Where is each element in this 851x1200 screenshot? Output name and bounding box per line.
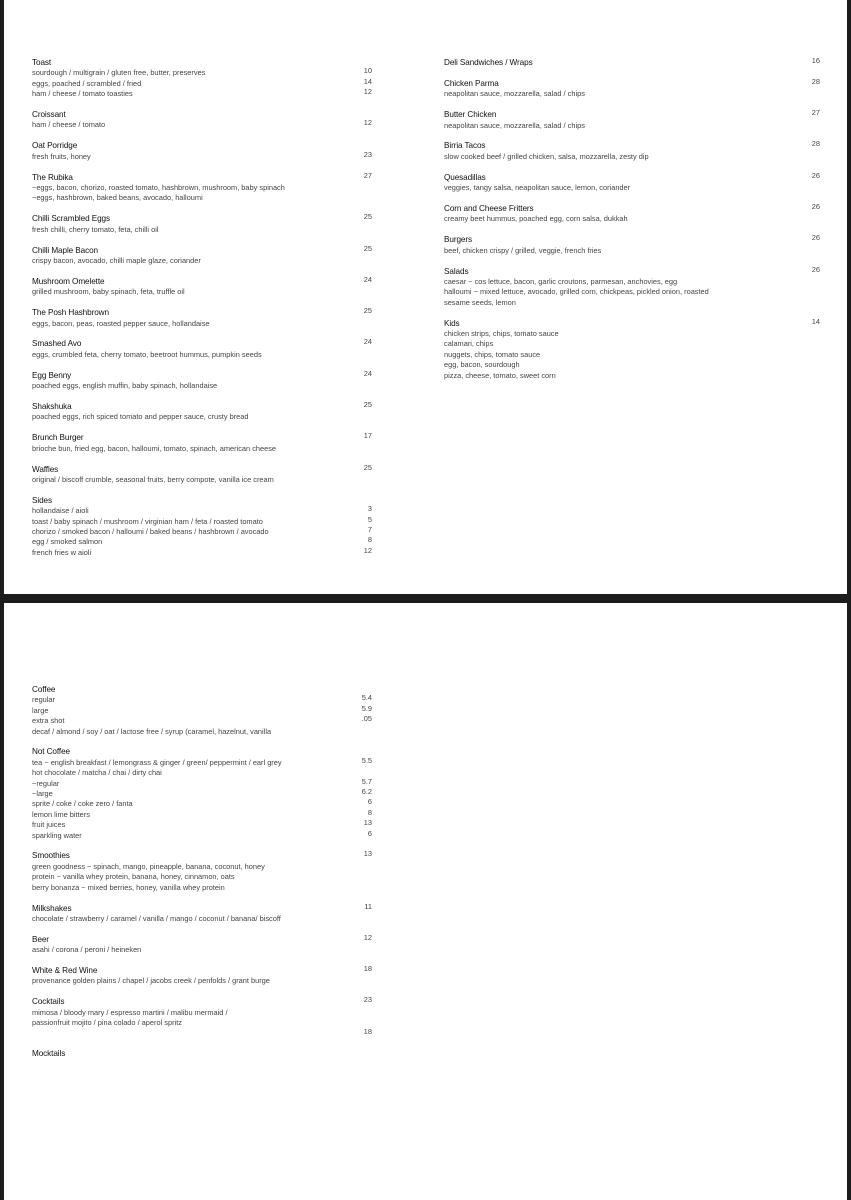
- section-header: [444, 233, 820, 243]
- line-price: 6: [367, 828, 372, 838]
- section-title: Smashed Avo: [32, 339, 82, 349]
- menu-line: [32, 150, 372, 160]
- section-price: 25: [363, 212, 372, 222]
- menu-section-birria-tacos: [444, 139, 820, 160]
- menu-section-white-red-wine: [32, 964, 372, 985]
- section-title: Milkshakes: [32, 903, 72, 913]
- menu-line: [32, 118, 372, 128]
- line-description: toast / baby spinach / mushroom / virginian ham / feta / roasted tomato: [32, 516, 263, 526]
- menu-line: [444, 327, 820, 337]
- section-title: The Posh Hashbrown: [32, 308, 109, 318]
- section-header: [32, 849, 372, 859]
- line-description: lemon lime bitters: [32, 809, 90, 819]
- line-description: provenance golden plains / chapel / jacobs creek / penfolds / grant burge: [32, 976, 270, 986]
- section-header: [444, 317, 820, 327]
- menu-section-mocktails: [32, 1047, 372, 1057]
- line-description: berry bonanza ~ mixed berries, honey, vanilla whey protein: [32, 882, 225, 892]
- section-price: 14: [811, 316, 820, 326]
- menu-section-egg-benny: [32, 369, 372, 390]
- food-column-left: [32, 56, 372, 556]
- section-title: Toast: [32, 58, 52, 67]
- section-title: Kids: [444, 318, 460, 328]
- line-price: 18: [363, 1026, 372, 1036]
- menu-section-not-coffee: [32, 745, 372, 839]
- menu-line: [32, 714, 372, 724]
- menu-line: [444, 358, 820, 368]
- menu-line: [32, 808, 372, 818]
- menu-section-smoothies: [32, 849, 372, 891]
- menu-line: [444, 337, 820, 347]
- section-title: Corn and Cheese Fritters: [444, 204, 534, 214]
- line-description: ham / cheese / tomato: [32, 120, 106, 130]
- section-header: [444, 265, 820, 275]
- menu-section-chilli-maple-bacon: [32, 244, 372, 265]
- line-description: poached eggs, english muffin, baby spinach, hollandaise: [32, 381, 218, 391]
- menu-section-waffles: [32, 463, 372, 484]
- section-title: Mushroom Omelette: [32, 276, 105, 286]
- section-price: 17: [363, 431, 372, 441]
- section-price: 27: [811, 108, 820, 118]
- menu-line: [32, 66, 372, 76]
- section-title: Beer: [32, 934, 49, 944]
- line-price: 5: [367, 514, 372, 524]
- line-price: 13: [363, 818, 372, 828]
- drinks-column: [32, 683, 372, 1058]
- menu-line: [32, 829, 372, 839]
- menu-line: [32, 756, 372, 766]
- menu-line: [32, 410, 372, 420]
- menu-section-quesadillas: [444, 171, 820, 192]
- menu-line: [444, 150, 820, 160]
- section-title: Sides: [32, 495, 52, 505]
- line-description: hot chocolate / matcha / chai / dirty chai: [32, 768, 162, 778]
- section-header: [32, 431, 372, 441]
- section-title: Deli Sandwiches / Wraps: [444, 58, 533, 67]
- line-description: fresh chilli, cherry tomato, feta, chilli oil: [32, 224, 159, 234]
- line-description: eggs, crumbled feta, cherry tomato, beetroot hummus, pumpkin seeds: [32, 349, 262, 359]
- section-header: [32, 56, 372, 66]
- menu-line: [444, 119, 820, 129]
- section-title: Waffles: [32, 464, 59, 474]
- line-description: pizza, cheese, tomato, sweet corn: [444, 370, 556, 380]
- section-header: [32, 171, 372, 181]
- line-price: 5.5: [361, 755, 372, 765]
- section-header: [32, 400, 372, 410]
- line-description: egg, bacon, sourdough: [444, 360, 520, 370]
- section-price: 24: [363, 337, 372, 347]
- line-description: grilled mushroom, baby spinach, feta, truffle oil: [32, 287, 185, 297]
- section-title: Chilli Scrambled Eggs: [32, 214, 110, 224]
- menu-line: [32, 1016, 372, 1026]
- food-column-right: [444, 56, 820, 379]
- line-description: sesame seeds, lemon: [444, 297, 516, 307]
- section-header: [32, 369, 372, 379]
- section-title: Shakshuka: [32, 401, 72, 411]
- section-price: 11: [364, 901, 372, 911]
- line-description: slow cooked beef / grilled chicken, salsa, mozzarella, zesty dip: [444, 151, 649, 161]
- line-description: halloumi ~ mixed lettuce, avocado, grilled corn, chickpeas, pickled onion, roasted: [444, 287, 709, 297]
- menu-line: [32, 870, 372, 880]
- menu-section-toast: [32, 56, 372, 98]
- menu-line: [32, 860, 372, 870]
- section-header: [444, 202, 820, 212]
- menu-line: [32, 87, 372, 97]
- section-title: White & Red Wine: [32, 966, 98, 976]
- line-description: ~eggs, hashbrown, baked beans, avocado, halloumi: [32, 193, 203, 203]
- section-header: [32, 275, 372, 285]
- menu-section-oat-porridge: [32, 139, 372, 160]
- section-price: 26: [811, 202, 820, 212]
- line-description: chocolate / strawberry / caramel / vanilla / mango / coconut / banana/ biscoff: [32, 913, 281, 923]
- section-price: 23: [363, 995, 372, 1005]
- menu-line: [32, 881, 372, 891]
- menu-page-drinks: [4, 603, 847, 1200]
- line-description: sparkling water: [32, 830, 82, 840]
- menu-section-croissant: [32, 108, 372, 129]
- line-price: 12: [363, 87, 372, 97]
- line-price: 5.9: [361, 703, 372, 713]
- section-title: Brunch Burger: [32, 433, 84, 443]
- line-price: 8: [367, 535, 372, 545]
- section-header: [32, 212, 372, 222]
- section-price: 25: [363, 243, 372, 253]
- menu-section-chicken-parma: [444, 77, 820, 98]
- section-title: Butter Chicken: [444, 110, 497, 120]
- line-price: 6.2: [361, 787, 372, 797]
- line-description: ~regular: [32, 778, 60, 788]
- line-description: large: [32, 705, 49, 715]
- section-header: [32, 494, 372, 504]
- line-description: beef, chicken crispy / grilled, veggie, french fries: [444, 245, 602, 255]
- menu-line: [444, 212, 820, 222]
- line-description: nuggets, chips, tomato sauce: [444, 349, 541, 359]
- menu-line: [32, 943, 372, 953]
- menu-section-milkshakes: [32, 902, 372, 923]
- menu-line: [32, 348, 372, 358]
- menu-section-sides: [32, 494, 372, 556]
- line-description: eggs, poached / scrambled / fried: [32, 78, 142, 88]
- line-description: fresh fruits, honey: [32, 151, 91, 161]
- section-header: [32, 902, 372, 912]
- menu-line: [32, 766, 372, 776]
- line-description: french fries w aioli: [32, 547, 92, 557]
- menu-section-coffee: [32, 683, 372, 735]
- line-description: extra shot: [32, 716, 65, 726]
- menu-line: [32, 442, 372, 452]
- section-title: Croissant: [32, 110, 66, 120]
- section-price: 12: [363, 932, 372, 942]
- menu-line: [444, 181, 820, 191]
- menu-line: [444, 348, 820, 358]
- menu-section-deli-sandwiches-wraps: [444, 56, 820, 66]
- line-description: regular: [32, 695, 56, 705]
- section-header: [32, 244, 372, 254]
- line-description: fruit juices: [32, 820, 66, 830]
- menu-line: [32, 525, 372, 535]
- menu-line: [32, 285, 372, 295]
- line-description: decaf / almond / soy / oat / lactose free / syrup (caramel, hazelnut, vanilla: [32, 726, 272, 736]
- line-description: eggs, bacon, peas, roasted pepper sauce, hollandaise: [32, 318, 210, 328]
- menu-line: [32, 504, 372, 514]
- section-title: Mocktails: [32, 1049, 66, 1059]
- menu-line: [32, 473, 372, 483]
- section-title: Burgers: [444, 235, 472, 245]
- section-title: Smoothies: [32, 851, 70, 861]
- menu-line: [32, 191, 372, 201]
- section-title: Not Coffee: [32, 747, 70, 757]
- line-price: 23: [363, 149, 372, 159]
- menu-section-corn-and-cheese-fritters: [444, 202, 820, 223]
- line-description: poached eggs, rich spiced tomato and pepper sauce, crusty bread: [32, 412, 249, 422]
- line-description: passionfruit mojito / pina colado / aperol spritz: [32, 1018, 182, 1028]
- menu-line: [32, 535, 372, 545]
- section-title: Oat Porridge: [32, 141, 78, 151]
- line-price: 5.7: [361, 776, 372, 786]
- section-header: [32, 1047, 372, 1057]
- menu-section-chilli-scrambled-eggs: [32, 212, 372, 233]
- menu-line: [32, 797, 372, 807]
- menu-line: [32, 974, 372, 984]
- line-price: 5.4: [361, 693, 372, 703]
- section-title: Egg Benny: [32, 370, 72, 380]
- menu-line: [32, 777, 372, 787]
- menu-section-burgers: [444, 233, 820, 254]
- menu-line: [32, 77, 372, 87]
- menu-section-salads: [444, 265, 820, 307]
- line-description: calamari, chips: [444, 339, 494, 349]
- menu-line: [32, 704, 372, 714]
- line-description: sprite / coke / coke zero / fanta: [32, 799, 133, 809]
- menu-line: [32, 515, 372, 525]
- menu-section-shakshuka: [32, 400, 372, 421]
- menu-section-cocktails: [32, 995, 372, 1037]
- line-price: 8: [367, 807, 372, 817]
- line-description: asahi / corona / peroni / heineken: [32, 945, 142, 955]
- section-header: [444, 56, 820, 66]
- section-header: [32, 306, 372, 316]
- menu-line: [32, 181, 372, 191]
- line-description: protein ~ vanilla whey protein, banana, honey, cinnamon, oats: [32, 872, 235, 882]
- menu-line: [32, 317, 372, 327]
- line-description: sourdough / multigrain / gluten free, butter, preserves: [32, 68, 206, 78]
- section-price: 26: [811, 264, 820, 274]
- line-description: caesar ~ cos lettuce, bacon, garlic croutons, parmesan, anchovies, egg: [444, 276, 678, 286]
- line-description: crispy bacon, avocado, chilli maple glaze, coriander: [32, 255, 201, 265]
- section-title: Cocktails: [32, 997, 65, 1007]
- section-header: [444, 139, 820, 149]
- section-price: 26: [811, 233, 820, 243]
- section-header: [444, 77, 820, 87]
- section-title: Birria Tacos: [444, 141, 486, 151]
- menu-line: [32, 787, 372, 797]
- section-price: 26: [811, 170, 820, 180]
- menu-line: [32, 1027, 372, 1037]
- section-title: Coffee: [32, 685, 56, 694]
- section-header: [32, 139, 372, 149]
- section-price: 25: [363, 306, 372, 316]
- menu-section-beer: [32, 933, 372, 954]
- menu-line: [32, 693, 372, 703]
- menu-line: [444, 369, 820, 379]
- menu-line: [444, 275, 820, 285]
- line-description: tea ~ english breakfast / lemongrass & ginger / green/ peppermint / earl grey: [32, 757, 282, 767]
- line-description: ~eggs, bacon, chorizo, roasted tomato, hashbrown, mushroom, baby spinach: [32, 183, 285, 193]
- line-description: ~large: [32, 789, 53, 799]
- section-title: Chilli Maple Bacon: [32, 245, 99, 255]
- line-price: 6: [367, 797, 372, 807]
- line-description: hollandaise / aioli: [32, 506, 89, 516]
- menu-section-smashed-avo: [32, 337, 372, 358]
- menu-section-butter-chicken: [444, 108, 820, 129]
- section-header: [444, 171, 820, 181]
- menu-section-mushroom-omelette: [32, 275, 372, 296]
- line-price: .05: [361, 714, 372, 724]
- line-description: brioche bun, fried egg, bacon, halloumi, tomato, spinach, american cheese: [32, 443, 277, 453]
- section-header: [32, 463, 372, 473]
- section-title: The Rubika: [32, 172, 73, 182]
- section-price: 16: [811, 56, 820, 65]
- menu-line: [444, 244, 820, 254]
- menu-line: [32, 223, 372, 233]
- line-description: chicken strips, chips, tomato sauce: [444, 329, 559, 339]
- section-price: 18: [363, 964, 372, 974]
- menu-line: [32, 912, 372, 922]
- section-price: 28: [811, 139, 820, 149]
- menu-section-brunch-burger: [32, 431, 372, 452]
- line-description: mimosa / bloody mary / espresso martini / malibu mermaid /: [32, 1007, 228, 1017]
- line-price: 14: [363, 76, 372, 86]
- section-price: 27: [363, 170, 372, 180]
- section-header: [32, 745, 372, 755]
- section-price: 25: [363, 399, 372, 409]
- line-price: 10: [363, 66, 372, 76]
- line-description: creamy beet hummus, poached egg, corn salsa, dukkah: [444, 214, 628, 224]
- line-description: veggies, tangy salsa, neapolitan sauce, lemon, coriander: [444, 183, 631, 193]
- menu-section-kids: [444, 317, 820, 379]
- line-price: 12: [363, 545, 372, 555]
- section-price: 25: [363, 462, 372, 472]
- section-title: Chicken Parma: [444, 78, 499, 88]
- section-header: [32, 683, 372, 693]
- menu-section-the-posh-hashbrown: [32, 306, 372, 327]
- section-header: [32, 933, 372, 943]
- line-description: chorizo / smoked bacon / halloumi / baked beans / hashbrown / avocado: [32, 527, 269, 536]
- menu-line: [32, 725, 372, 735]
- menu-line: [32, 818, 372, 828]
- section-price: 28: [811, 76, 820, 86]
- section-header: [32, 995, 372, 1005]
- menu-line: [32, 1006, 372, 1016]
- menu-line: [32, 254, 372, 264]
- section-price: 24: [363, 368, 372, 378]
- line-price: 3: [367, 504, 372, 514]
- line-description: neapolitan sauce, mozzarella, salad / chips: [444, 89, 585, 99]
- section-price: 24: [363, 274, 372, 284]
- section-header: [32, 964, 372, 974]
- section-title: Salads: [444, 266, 469, 276]
- menu-line: [444, 87, 820, 97]
- line-description: original / biscoff crumble, seasonal fruits, berry compote, vanilla ice cream: [32, 474, 274, 484]
- menu-section-the-rubika: [32, 171, 372, 202]
- line-description: ham / cheese / tomato toasties: [32, 89, 133, 99]
- section-price: 13: [363, 849, 372, 859]
- line-description: neapolitan sauce, mozzarella, salad / chips: [444, 120, 585, 130]
- section-header: [32, 108, 372, 118]
- menu-page-food: [4, 0, 847, 594]
- section-header: [444, 108, 820, 118]
- menu-line: [32, 379, 372, 389]
- menu-line: [444, 285, 820, 295]
- menu-line: [444, 296, 820, 306]
- line-price: 7: [367, 525, 372, 534]
- section-title: Quesadillas: [444, 172, 486, 182]
- line-description: egg / smoked salmon: [32, 537, 103, 547]
- section-header: [32, 337, 372, 347]
- line-price: 12: [363, 118, 372, 128]
- menu-line: [32, 546, 372, 556]
- line-description: green goodness ~ spinach, mango, pineapple, banana, coconut, honey: [32, 861, 265, 871]
